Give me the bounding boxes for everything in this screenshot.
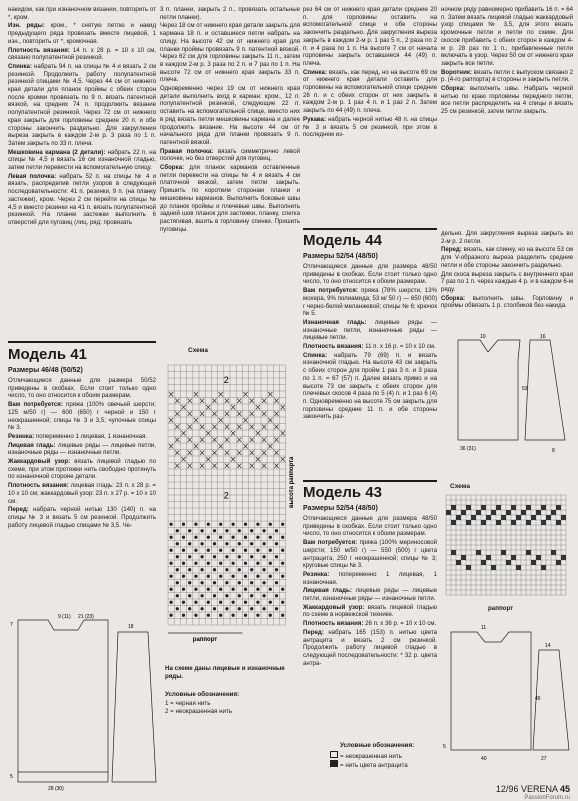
m44-text-2 — [441, 230, 573, 320]
page-footer — [496, 784, 570, 794]
m44-pattern-drawing — [440, 330, 574, 460]
m41-dim-neck: 9 (11) — [58, 614, 71, 620]
m43-text — [303, 515, 437, 740]
footer-page-number: 45 — [559, 784, 570, 794]
footer-issue: 12/96 VERENA — [495, 784, 558, 794]
m43-sizes: Размеры 52/54 (48/50) — [303, 505, 378, 512]
m41-text — [8, 377, 156, 609]
paragraph: Воротник: вязать петли с выпуском связано 2 р. (4-го раппорта) в стороны и закрыть петли. — [441, 68, 573, 84]
top-column-3 — [303, 6, 437, 206]
paragraph: Отличающиеся данные для размера 48/50 приведены в скобках. Если стоит только одно число, то оно относится к обоим размерам. — [303, 515, 437, 538]
m44-dim-width: 36 (31) — [460, 446, 476, 452]
m43-dim-rib: 5 — [443, 744, 446, 750]
scheme41-repeat: раппорт — [192, 637, 218, 643]
paragraph: Плотность вязания: 11 п. х 16 р. = 10 х 10 см. — [303, 343, 436, 351]
m41-dim-sleeve: 18 — [128, 624, 134, 630]
m44-dim-cuff: 8 — [552, 448, 555, 454]
scheme41-note: На схеме даны лицевые и изнаночные ряды. — [165, 665, 285, 680]
scheme41-legend-1: 1 = черная нить — [165, 700, 211, 707]
m44-title: Модель 44 — [303, 232, 382, 249]
m41-pattern-drawing — [8, 612, 158, 792]
m44-dim-height: 53 — [522, 386, 528, 392]
paragraph: Вам потребуется: пряжа (78% шерсти, 13% мохера, 9% полиамида; 53 м/ 50 г) — 650 (600) г черно-белой меланжевой; спицы № 6; крючок № 5. — [303, 287, 437, 318]
paragraph: Для скоса выреза закрыть с внутреннего края 7 раз по 1 п. через каждые 4 р. и в каждом 6-м ряду. — [441, 270, 573, 293]
paragraph: Перед: вязать, как спинку, но на высоте 53 см для V-образного выреза разделить средние петли и обе стороны закончить раздельно. — [441, 246, 573, 269]
paragraph: Через 18 см от нижнего края детали закрыть для кармана 18 п. и оставшиеся петли набрать на спицу. На высоте 42 см от нижнего края для планки проймы провязать 9 п. патентной вязкой. Через 62 см для горловины закрыть 11 п., затем в каждом 2-м р. 3 раза по 2 п. и 7 раз по 1 п. На высоте 72 см от нижнего края закрыть 33 п. плеча. — [160, 22, 300, 84]
m43-legend-2-text: = нить цвета антрацита — [340, 762, 408, 769]
m43-dim-width: 40 — [481, 756, 487, 762]
paragraph: Сборка: выполнить швы. Набрать черной нитью по краю горловины переднего петли, все петли распределить на 4 спицы и вязать 25 см резинкой, затем петли закрыть. — [441, 85, 573, 116]
paragraph: Жаккардовый узор: вязать лицевой гладью по схеме в норвежской технике. — [303, 603, 437, 619]
paragraph: Спинка: набрать 94 п. на спицы № 4 и вязать 2 см резинкой. Продолжить работу полупатентной резинкой спицами № 4,5. Через 44 см от нижнего края детали для планок проймы с обеих сторон после кромки провязать по 9 п. вязать патентной вязкой, на средних 74 п. продолжить вязание полупатентной резинкой. Через 72 см от нижнего края закрыть для горловины средние 20 п. и обе стороны закончить раздельно. Для закругления выреза закрыть в каждом 2-м р. 3 раза по 1 п. Затем закрыть по 33 п. плеча. — [8, 62, 156, 147]
watermark: PassionForum.ru — [524, 795, 570, 801]
paragraph: Лицевая гладь: лицевые ряды — лицевые петли, изнаночные ряды — изнаночные петли. — [303, 587, 437, 603]
paragraph: Плотность вязания: 14 п. х 28 р. = 10 х 10 см, связано полупатентной резинкой. — [8, 46, 157, 62]
paragraph: Одновременно через 19 см от нижнего края детали выполнить вход в карман: кром., 12 п. полупатентной резинкой, следующие 22 п. оставить на вспомогательной спице, вместо них в ряд вязать петли мешковины кармана и далее продолжить вязание. На высоте 44 см от начального ряда для планки провязать 9 п. патентной вязкой. — [160, 85, 300, 146]
scheme43-chart — [443, 492, 571, 602]
top-column-2 — [160, 6, 300, 234]
m44-dim-neck: 10 — [480, 334, 486, 340]
scheme41-row-label-top: 2 — [223, 375, 229, 386]
m43-dim-neck: 11 — [481, 625, 487, 631]
paragraph: дельно. Для закругления выреза закрыть во 2-м р. 2 петли. — [441, 230, 573, 245]
scheme43-label: Схема — [450, 483, 471, 490]
m43-legend-title: Условные обозначения: — [340, 742, 415, 749]
paragraph: Плотность вязания: 26 п. х 36 р. = 10 х 10 см. — [303, 620, 437, 628]
scheme43-repeat: раппорт — [488, 605, 514, 612]
paragraph: Жаккардовый узор: вязать лицевой гладью по схеме, при этом протяжки нить свободно протянуть по изнаночной стороне детали. — [8, 458, 156, 481]
m41-dim-shoulder: 21 (23) — [78, 614, 94, 620]
paragraph: Сборка: выполнить швы. Горловину и проймы обвязать 1 р. столбиков без накида. — [441, 294, 573, 310]
paragraph: Лицевая гладь: лицевые ряды — лицевые петли, изнаночные ряды — изнаночные петли. — [8, 441, 156, 457]
paragraph: Сборка: для планок карманов оставленные петли перевести на спицы № 4 и вязать 4 см платочной вязкой, затем петли закрыть. Пришить по коротким сторонам планки и мешковины карманов. Выполнить боковые швы до планок проймы и плечевые швы. Выполнить задний шов планок для застежки, планку, слегка растягивая, вшить в горловину спинки. Пришить пуговицы. — [160, 164, 300, 233]
paragraph: Изн. ряды: кром., * снятую петлю и накид предыдущего ряда провязать вместе лицевой, 1 изн., повторить от *, кромочная. — [8, 22, 156, 45]
paragraph: Спинка: набрать 79 (69) п. и вязать изнаночной гладью. На высоте 43 см закрыть с обеих сторон для пройм 1 раз 3 п. и 3 раза по 1 п. = 67 (57) п. Далее вязать прямо и на высоте 73 см закрыть с обеих сторон для плечевых скосов 4 раза по 5 (4) п. и 1 раз 6 (4) п. Одновременно на высоте 75 см закрыть для горловины средние 11 п. и обе стороны закончить раз- — [303, 351, 437, 421]
paragraph: Отличающиеся данные для размера 48/50 приведены в скобках. Если стоит только одно число, то оно относится к обоим размерам. — [303, 263, 437, 286]
top-column-4 — [441, 6, 573, 156]
paragraph: Вам потребуется: пряжа (100% мериносовой шерсти; 150 м/50 г) — 550 (500) г цвета антрацита, 250 г неокрашенной; спицы № 3; круговые спицы № 3. — [303, 539, 437, 570]
paragraph: Плотность вязания: лицевая гладь: 23 п. х 28 р. = 10 х 10 см; жаккардовый узор: 23 п. х 27 р. = 10 х 10 см. — [8, 482, 156, 505]
scheme41-label: Схема — [188, 347, 209, 354]
rule-m44 — [303, 228, 437, 230]
filled-square-icon — [330, 760, 338, 767]
paragraph: ночном ряду равномерно прибавить 16 п. = 64 п. Затем вязать лицевой гладью жаккардовый узор спицами № 3,5, для этого вязать кромочные петли и петли по схеме. Для скосов прибавить с обеих сторон в каждом 4-м р. 28 раз по 1 п., прибавленные петли включать в узор. Через 50 см от нижнего края закрыть все петли. — [441, 6, 573, 67]
rule-m43 — [303, 480, 437, 482]
m43-dim-cuff: 27 — [541, 756, 547, 762]
m41-title: Модель 41 — [8, 346, 87, 363]
paragraph: Перед: набрать черной нитью 130 (140) п. на спицы № 3 и вязать 5 см резинкой. Продолжить работу лицевой гладью спицами № 3,5. Че- — [8, 506, 156, 529]
m43-dim-sleeve: 14 — [545, 643, 551, 649]
m44-dim-sleeve: 16 — [540, 334, 546, 340]
paragraph: рез 64 см от нижнего края детали средние 20 п. для горловины оставить на вспомогательной спице и обе стороны закончить раздельно. Для закругления выреза закрыть в каждом 2-м р. 1 раз 5 п., 2 раза по 2 п. и 4 раза по 1 п. На высоте 7 см от начала горловины закрыть оставшиеся 44 (49) п. плеча. — [303, 6, 437, 67]
m41-sizes: Размеры 46/48 (50/52) — [8, 367, 83, 374]
scheme41-chart — [158, 357, 303, 652]
paragraph: Левая полочка: набрать 52 п. на спицы № 4 и вязать, распределив петли узоров в следующей последовательности: 41 п. резинки, 9 п. (на планку застежки), кром. Через 2 см перейти на спицы № 4,5 и вместо резинки на 41 п. вязать полупатентной резинкой. На планке застежки выполнить 6 отверстий для пуговиц (лиц. ряд: провязать — [8, 172, 156, 226]
paragraph: Отличающиеся данные для размера 50/52 приведены в скобках. Если стоит только одно число, то оно относится к обоим размерам. — [8, 377, 156, 400]
scheme41-legend-title: Условные обозначения: — [165, 691, 240, 698]
m41-dim-bottom: 28 (30) — [48, 786, 64, 792]
paragraph: накидом, как при изнаночном вязании, повторить от *, кром. — [8, 6, 156, 21]
paragraph: Правая полочка: вязать симметрично левой полочке, но без отверстий для пуговиц. — [160, 147, 300, 163]
paragraph: Мешковина кармана (2 детали): набрать 22 п. на спицы № 4,5 и вязать 16 см изнаночной гладью, затем петли перевести на вспомогательную спицу. — [8, 148, 156, 172]
paragraph: Вам потребуется: пряжа (100% овечьей шерсти; 125 м/50 г) — 600 (650) г черной и 150 г неокрашенной; спицы № 3 и 3,5; чулочные спицы № 3. — [8, 401, 156, 432]
paragraph: Изнаночная гладь: лицевые ряды — изнаночные петли, изнаночные ряды — лицевые петли. — [303, 318, 437, 342]
scheme41-repeat-height: высота раппорта — [288, 456, 295, 508]
m44-sizes: Размеры 52/54 (48/50) — [303, 253, 378, 260]
m43-dim-height: 45 — [535, 696, 541, 702]
m43-pattern-drawing — [441, 620, 575, 770]
m41-dim-top: 7 — [10, 622, 13, 628]
paragraph: Перед: набрать 165 (153) п. нитью цвета антрацита и вязать 2 см резинкой. Продолжить работу лицевой гладью в следующей последовательности: * 32 р. цвета антра- — [303, 628, 437, 667]
paragraph: Резинка: попеременно 1 лицевая, 1 изнаночная. — [303, 570, 437, 586]
paragraph: 3 п. планки, закрыть 2 п., провязать остальные петли планки). — [160, 6, 300, 21]
rule-m41 — [8, 341, 156, 343]
top-column-1 — [8, 6, 156, 228]
paragraph: Рукава: набрать черной нитью 48 п. на спицы № 3 и вязать 5 см резинкой, при этом в последнем из- — [303, 115, 437, 139]
m44-text — [303, 263, 437, 463]
m43-title: Модель 43 — [303, 484, 382, 501]
scheme41-row-label-mid: 2 — [223, 490, 229, 501]
empty-square-icon — [330, 751, 338, 758]
paragraph: Резинка: попеременно 1 лицевая, 1 изнаночная. — [8, 432, 148, 440]
scheme41-legend-2: 2 = неокрашенная нить — [165, 708, 233, 715]
m43-legend-2 — [330, 760, 408, 770]
m43-legend-1-text: = неокрашенная нить — [340, 753, 402, 760]
paragraph: Спинка: вязать, как перед, но на высоте 69 см от нижнего края детали оставить для горловины на вспомогательной спице средние 28 п. и с обеих сторон от них закрыть в каждом 2-м р. 1 раз 4 п. и 1 раз 2 п. Затем закрыть по 44 (49) п. плеча. — [303, 68, 437, 115]
m41-dim-rib: 5 — [10, 774, 13, 780]
